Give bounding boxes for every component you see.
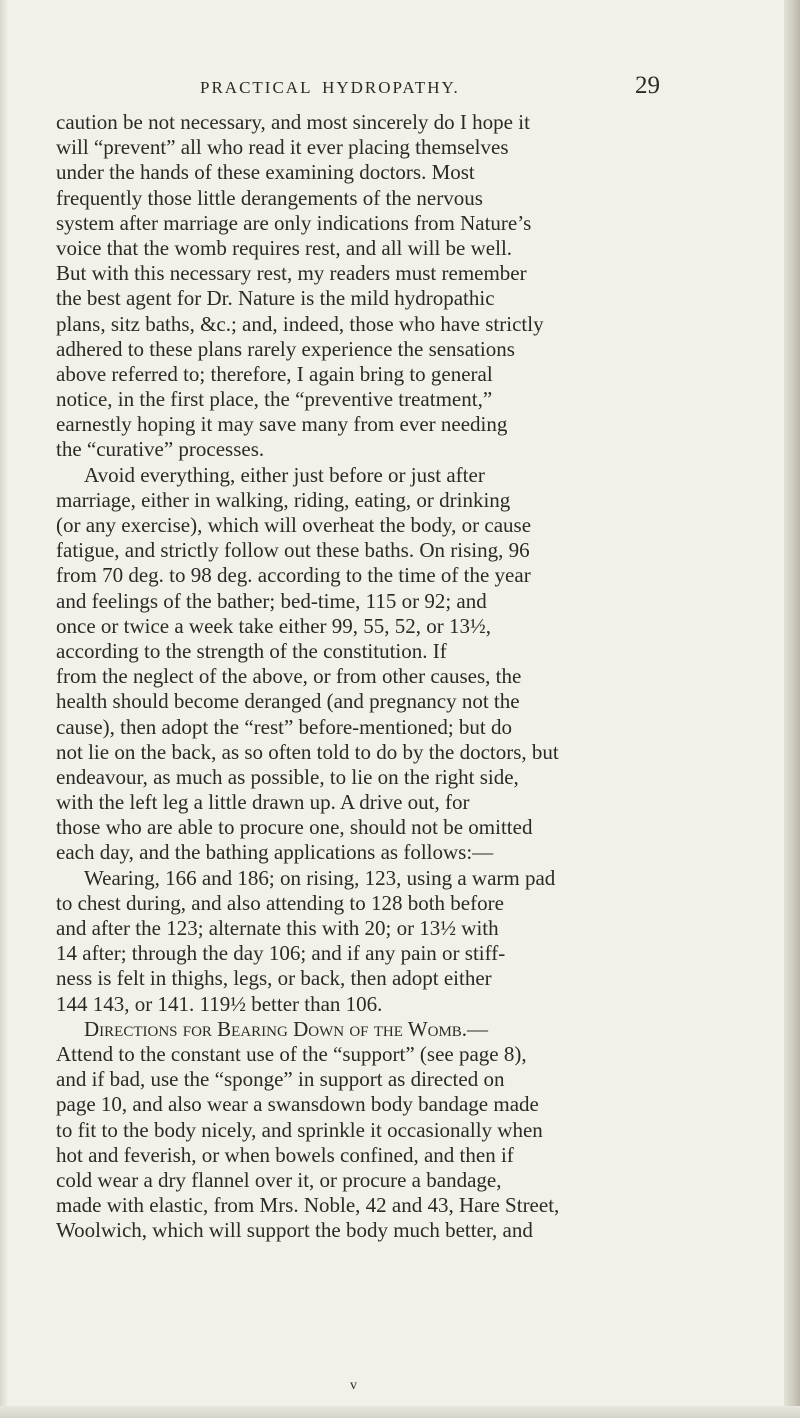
text-line: ness is felt in thighs, legs, or back, then adopt either bbox=[56, 966, 492, 991]
text-line: voice that the womb requires rest, and all will be well. bbox=[56, 235, 513, 260]
text-line: Attend to the constant use of the “support” (see page 8), bbox=[56, 1041, 527, 1066]
body-text bbox=[56, 110, 740, 1243]
text-line: earnestly hoping it may save many from ever needing bbox=[56, 412, 508, 437]
text-line: the best agent for Dr. Nature is the mild hydropathic bbox=[56, 286, 495, 311]
text-line: caution be not necessary, and most sincerely do I hope it bbox=[56, 110, 530, 134]
paragraph-start-line: Wearing, 166 and 186; on rising, 123, using a warm pad bbox=[84, 865, 556, 890]
text-line: under the hands of these examining doctors. Most bbox=[56, 160, 475, 185]
text-line: and if bad, use the “sponge” in support as directed on bbox=[56, 1067, 505, 1092]
text-line: once or twice a week take either 99, 55, 52, or 13½, bbox=[56, 613, 492, 638]
section-heading-line: Directions for Bearing Down of the Womb.— bbox=[84, 1016, 489, 1041]
text-line: made with elastic, from Mrs. Noble, 42 and 43, Hare Street, bbox=[56, 1193, 560, 1218]
text-line: cause), then adopt the “rest” before-mentioned; but do bbox=[56, 714, 512, 739]
text-line: notice, in the first place, the “preventive treatment,” bbox=[56, 387, 493, 412]
text-line: the “curative” processes. bbox=[56, 437, 265, 462]
page-gutter-shadow bbox=[0, 0, 8, 1418]
text-line: 14 after; through the day 106; and if any pain or stiff- bbox=[56, 941, 506, 966]
text-line: and after the 123; alternate this with 20; or 13½ with bbox=[56, 916, 499, 940]
text-line: health should become deranged (and pregnancy not the bbox=[56, 689, 520, 714]
text-line: with the left leg a little drawn up. A drive out, for bbox=[56, 790, 470, 815]
page-header bbox=[200, 72, 660, 108]
page-number: 29 bbox=[635, 72, 660, 99]
text-line: But with this necessary rest, my readers must remember bbox=[56, 261, 527, 286]
text-line: above referred to; therefore, I again bring to general bbox=[56, 361, 493, 386]
paragraph-start-line: Avoid everything, either just before or just after bbox=[84, 462, 485, 487]
text-line: not lie on the back, as so often told to do by the doctors, but bbox=[56, 739, 559, 764]
text-line: Woolwich, which will support the body much better, and bbox=[56, 1218, 533, 1243]
text-line: from the neglect of the above, or from other causes, the bbox=[56, 664, 522, 689]
text-line: hot and feverish, or when bowels confined, and then if bbox=[56, 1142, 514, 1167]
text-line: marriage, either in walking, riding, eating, or drinking bbox=[56, 487, 511, 512]
text-line: frequently those little derangements of the nervous bbox=[56, 185, 483, 210]
page-edge-bottom bbox=[0, 1406, 800, 1418]
text-line: adhered to these plans rarely experience the sensations bbox=[56, 336, 515, 361]
printer-signature-mark: v bbox=[350, 1378, 357, 1393]
text-line: fatigue, and strictly follow out these baths. On rising, 96 bbox=[56, 538, 530, 563]
page-edge-right bbox=[784, 0, 800, 1418]
text-line: from 70 deg. to 98 deg. according to the time of the year bbox=[56, 563, 531, 588]
text-line: endeavour, as much as possible, to lie on the right side, bbox=[56, 764, 519, 789]
text-line: those who are able to procure one, should not be omitted bbox=[56, 815, 533, 840]
text-line: and feelings of the bather; bed-time, 115 or 92; and bbox=[56, 588, 487, 613]
text-line: system after marriage are only indications from Nature’s bbox=[56, 210, 532, 235]
text-line: page 10, and also wear a swansdown body bandage made bbox=[56, 1092, 539, 1117]
text-line: 144 143, or 141. 119½ better than 106. bbox=[56, 991, 383, 1016]
text-line: will “prevent” all who read it ever placing themselves bbox=[56, 135, 509, 160]
text-line: cold wear a dry flannel over it, or procure a bandage, bbox=[56, 1167, 502, 1192]
running-head: PRACTICAL HYDROPATHY. bbox=[200, 78, 460, 97]
text-line: each day, and the bathing applications as follows:— bbox=[56, 840, 494, 865]
text-line: according to the strength of the constitution. If bbox=[56, 638, 447, 663]
text-line: plans, sitz baths, &c.; and, indeed, those who have strictly bbox=[56, 311, 544, 336]
text-line: to fit to the body nicely, and sprinkle it occasionally when bbox=[56, 1117, 543, 1142]
text-line: to chest during, and also attending to 128 both before bbox=[56, 890, 504, 915]
text-line: (or any exercise), which will overheat the body, or cause bbox=[56, 513, 532, 537]
